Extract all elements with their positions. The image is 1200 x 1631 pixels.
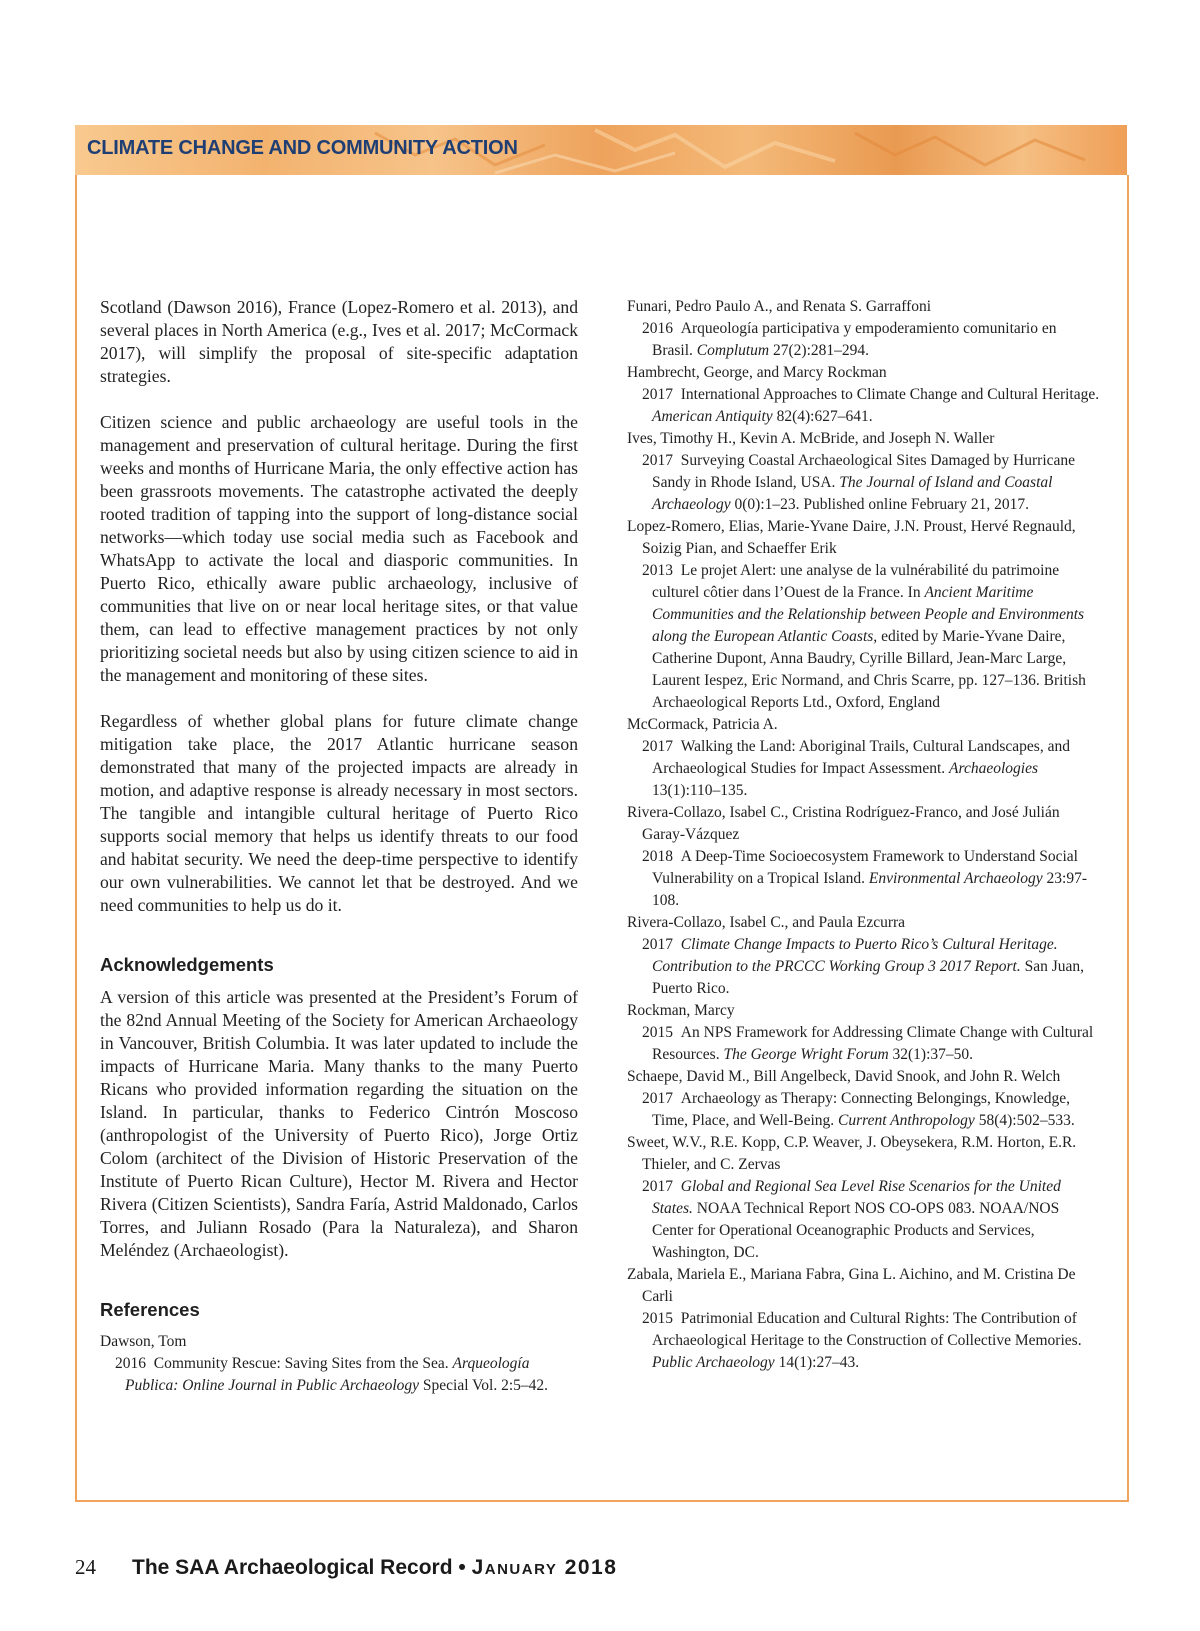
reference-title: Archaeology as Therapy: Connecting Belongings, Knowledge, Time, Place, and Well-Being. [652,1090,1071,1129]
reference-source: Ancient Maritime Communities and the Relationship between People and Environments along the European Atlantic Coasts, [652,584,1085,645]
reference-details: Special Vol. 2:5–42. [422,1377,549,1394]
reference-source: Archaeologies [949,760,1038,777]
reference-source: American Antiquity [652,408,773,425]
reference-details: 23:97-108. [652,870,1088,909]
page-footer [75,1555,617,1580]
reference-entry [642,1022,1100,1066]
reference-author: Ives, Timothy H., Kevin A. McBride, and Joseph N. Waller [627,430,995,447]
section-title: CLIMATE CHANGE AND COMMUNITY ACTION [87,137,518,159]
acknowledgements-text: A version of this article was presented at the President’s Forum of the 82nd Annual Meeting of the Society for American Archaeology in Vancouver, British Columbia. It was later updated to include the impacts of Hurricane Maria. Many thanks to the many Puerto Ricans who provided information regarding the situation on the Island. In particular, thanks to Federico Cintrón Moscoso (anthropologist of the University of Puerto Rico), Jorge Ortiz Colom (architect of the Division of Historic Preservation of the Institute of Puerto Rican Culture), Hector M. Rivera and Hector Rivera (Citizen Scientists), Sandra Faría, Astrid Maldonado, Carlos Torres, and Juliann Rosado (Para la Naturaleza), and Sharon Meléndez (Archaeologist). [100,987,578,1260]
reference-year: 2017 [642,738,673,755]
reference-author: Rivera-Collazo, Isabel C., Cristina Rodríguez-Franco, and José Julián Garay-Vázquez [627,804,1060,843]
reference-year: 2017 [642,386,673,403]
reference-entry [642,1308,1100,1374]
reference-title: Arqueología participativa y empoderamiento comunitario en Brasil. [652,320,1057,359]
journal-name: The SAA Archaeological Record [132,1556,453,1579]
issue-date: January 2018 [471,1556,618,1579]
reference-year: 2015 [642,1024,673,1041]
body-paragraph: Scotland (Dawson 2016), France (Lopez-Romero et al. 2013), and several places in North America (e.g., Ives et al. 2017; McCormack 2017), will simplify the proposal of site-specific adaptation strategies. [100,297,578,386]
reference-title: Le projet Alert: une analyse de la vulnérabilité du patrimoine culturel côtier dans l’Ouest de la France. In [652,562,1060,601]
reference-title: International Approaches to Climate Change and Cultural Heritage. [680,386,1100,403]
reference-year: 2017 [642,1178,673,1195]
reference-author: Rivera-Collazo, Isabel C., and Paula Ezcurra [627,914,906,931]
reference-year: 2015 [642,1310,673,1327]
reference-source: Arqueología Publica: Online Journal in Public Archaeology [125,1355,530,1394]
reference-list-left [100,1331,578,1397]
reference-title: Patrimonial Education and Cultural Rights: The Contribution of Archaeological Heritage to the Construction of Collective Memories. [652,1310,1082,1349]
reference-list-right [627,296,1100,1374]
reference-details: 27(2):281–294. [773,342,870,359]
reference-source: The Journal of Island and Coastal Archaeology [652,474,1053,513]
reference-entry [115,1353,578,1397]
reference-author: Lopez-Romero, Elias, Marie-Yvane Daire, J.N. Proust, Hervé Regnauld, Soizig Pian, and Schaeffer Erik [627,518,1076,557]
reference-year: 2017 [642,452,673,469]
reference-details: NOAA Technical Report NOS CO-OPS 083. NOAA/NOS Center for Operational Oceanographic Products and Services, Washington, DC. [652,1200,1060,1261]
reference-details: 58(4):502–533. [978,1112,1075,1129]
reference-source: Current Anthropology [838,1112,975,1129]
reference-source: Global and Regional Sea Level Rise Scenarios for the United States. [652,1178,1061,1217]
footer-separator: • [458,1556,466,1579]
reference-entry [642,1176,1100,1264]
reference-entry [642,934,1100,1000]
reference-author: Zabala, Mariela E., Mariana Fabra, Gina L. Aichino, and M. Cristina De Carli [627,1266,1076,1305]
reference-details: San Juan, Puerto Rico. [652,958,1085,997]
reference-source: Complutum [696,342,770,359]
section-banner [75,125,1127,175]
reference-author: Rockman, Marcy [627,1002,735,1019]
reference-year: 2018 [642,848,673,865]
reference-source: The George Wright Forum [723,1046,889,1063]
reference-year: 2017 [642,1090,673,1107]
reference-title: A Deep-Time Socioecosystem Framework to Understand Social Vulnerability on a Tropical Island. [652,848,1078,887]
reference-details: 0(0):1–23. Published online February 21, 2017. [734,496,1029,513]
reference-details: 32(1):37–50. [892,1046,974,1063]
reference-entry [642,1088,1100,1132]
reference-entry [642,736,1100,802]
reference-entry [642,846,1100,912]
reference-year: 2016 [642,320,673,337]
reference-title: An NPS Framework for Addressing Climate Change with Cultural Resources. [652,1024,1094,1063]
reference-details: edited by Marie-Yvane Daire, Catherine Dupont, Anna Baudry, Cyrille Billard, Jean-Marc Large, Laurent Iespez, Eric Normand, and Chris Scarre, pp. 127–136. British Archaeological Reports Ltd., Oxford, England [652,628,1086,711]
reference-details: 14(1):27–43. [778,1354,860,1371]
reference-author: Dawson, Tom [100,1333,187,1350]
reference-source: Climate Change Impacts to Puerto Rico’s Cultural Heritage. Contribution to the PRCCC Working Group 3 2017 Report. [652,936,1058,975]
left-column [100,296,578,1397]
reference-author: Funari, Pedro Paulo A., and Renata S. Garraffoni [627,298,932,315]
reference-source: Public Archaeology [652,1354,775,1371]
reference-source: Environmental Archaeology [868,870,1043,887]
reference-year: 2013 [642,562,673,579]
reference-year: 2016 [115,1355,146,1372]
body-paragraph: Regardless of whether global plans for future climate change mitigation take place, the 2017 Atlantic hurricane season demonstrated that many of the projected impacts are already in motion, and adaptive response is already necessary in most sectors. The tangible and intangible cultural heritage of Puerto Rico supports social memory that helps us identify threats to our food and habitat security. We need the deep-time perspective to identify our own vulnerabilities. We cannot let that be destroyed. And we need communities to help us do it. [100,711,578,915]
reference-author: Schaepe, David M., Bill Angelbeck, David Snook, and John R. Welch [627,1068,1061,1085]
reference-entry [642,318,1100,362]
acknowledgements-heading: Acknowledgements [100,954,274,975]
reference-author: McCormack, Patricia A. [627,716,778,733]
page-number: 24 [75,1555,96,1579]
reference-entry [642,450,1100,516]
body-paragraph: Citizen science and public archaeology are useful tools in the management and preservation of cultural heritage. During the first weeks and months of Hurricane Maria, the only effective action has been grassroots movements. The catastrophe activated the deeply rooted tradition of tapping into the support of long-distance social networks—which today use social media such as Facebook and WhatsApp to activate the local and diasporic communities. In Puerto Rico, ethically aware public archaeology, inclusive of communities that live on or near local heritage sites, or that value them, can lead to effective management practices by not only prioritizing societal needs but also by using citizen science to aid in the management and monitoring of these sites. [100,412,578,685]
reference-title: Surveying Coastal Archaeological Sites Damaged by Hurricane Sandy in Rhode Island, USA. [652,452,1076,491]
reference-details: 13(1):110–135. [652,782,748,799]
reference-author: Hambrecht, George, and Marcy Rockman [627,364,887,381]
references-heading: References [100,1299,200,1320]
reference-entry [642,560,1100,714]
reference-details: 82(4):627–641. [776,408,873,425]
reference-title: Community Rescue: Saving Sites from the Sea. [153,1355,449,1372]
reference-year: 2017 [642,936,673,953]
reference-title: Walking the Land: Aboriginal Trails, Cultural Landscapes, and Archaeological Studies for Impact Assessment. [652,738,1070,777]
reference-author: Sweet, W.V., R.E. Kopp, C.P. Weaver, J. Obeysekera, R.M. Horton, E.R. Thieler, and C. Zervas [627,1134,1077,1173]
reference-entry [642,384,1100,428]
